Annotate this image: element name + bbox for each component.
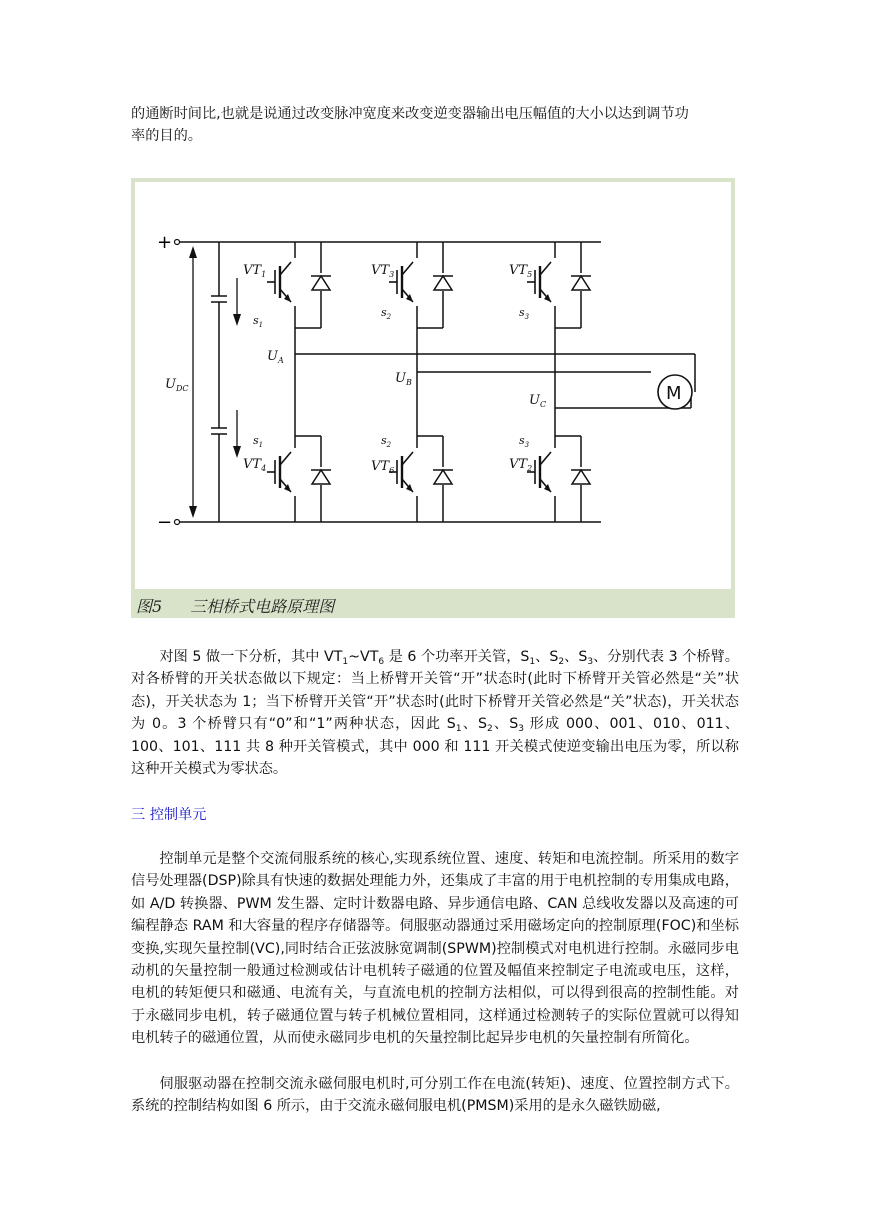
vt5-label: $VT_5$ <box>509 263 533 279</box>
circuit-diagram <box>131 178 735 618</box>
figure-title: 三相桥式电路原理图 <box>190 597 335 616</box>
intro-line-2: 率的目的。 <box>131 128 202 145</box>
intro-paragraph <box>131 103 739 148</box>
vt4-label: $VT_4$ <box>243 457 267 473</box>
figure-5 <box>131 178 735 618</box>
ua-label: $U_A$ <box>267 349 284 365</box>
intro-line-1: 的通断时间比,也就是说通过改变脉冲宽度来改变逆变器输出电压幅值的大小以达到调节功 <box>131 106 689 122</box>
s3-top-label: $s_3$ <box>519 306 530 321</box>
servo-driver-paragraph: 伺服驱动器在控制交流永磁伺服电机时,可分别工作在电流(转矩)、速度、位置控制方式下。系统的控制结构如图 6 所示，由于交流永磁伺服电机(PMSM)采用的是永久磁铁励磁, <box>131 1076 739 1115</box>
ub-label: $U_B$ <box>395 371 412 387</box>
control-unit-paragraph: 控制单元是整个交流伺服系统的核心,实现系统位置、速度、转矩和电流控制。所采用的数字信号处理器(DSP)除具有快速的数据处理能力外，还集成了丰富的用于电机控制的专用集成电路，如 A/D 转换器、PWM 发生器、定时计数器电路、异步通信电路、CAN 总线收发器以及高速的可编程静态 RAM 和大容量的程序存储器等。伺服驱动器通过采用磁场定向的控制原理(FOC)和坐标变换,实现矢量控制(VC),同时结合正弦波脉宽调制(SPWM)控制模式对电机进行控制。永磁同步电动机的矢量控制一般通过检测或估计电机转子磁通的位置及幅值来控制定子电流或电压，这样，电机的转矩便只和磁通、电流有关，与直流电机的控制方法相似，可以得到很高的控制性能。对于永磁同步电机，转子磁通位置与转子机械位置相同，这样通过检测转子的实际位置就可以得知电机转子的磁通位置，从而使永磁同步电机的矢量控制比起异步电机的矢量控制有所简化。 <box>131 851 739 1047</box>
diode-upper-c <box>571 273 591 291</box>
motor-label: M <box>666 383 682 404</box>
s1-top-label: $s_1$ <box>253 314 264 329</box>
section-heading: 三 控制单元 <box>131 807 207 823</box>
s2-bottom-label: $s_2$ <box>381 434 392 449</box>
figure-number: 图5 <box>136 597 163 616</box>
udc-label: $U_{DC}$ <box>165 377 189 393</box>
vt2-label: $VT_2$ <box>509 457 533 473</box>
figure-caption <box>136 594 362 617</box>
s1-bottom-label: $s_1$ <box>253 434 264 449</box>
diode-lower-b <box>433 467 453 485</box>
diode-lower-c <box>571 467 591 485</box>
minus-terminal-label: − <box>157 512 173 533</box>
diode-upper-b <box>433 273 453 291</box>
transistor-vt4 <box>267 452 291 492</box>
vt3-label: $VT_3$ <box>371 263 395 279</box>
transistor-vt3 <box>389 262 413 302</box>
transistor-vt5 <box>527 262 551 302</box>
s2-top-label: $s_2$ <box>381 306 392 321</box>
transistor-vt1 <box>267 262 291 302</box>
diode-lower-a <box>311 467 331 485</box>
diode-upper-a <box>311 273 331 291</box>
vt1-label: $VT_1$ <box>243 263 267 279</box>
uc-label: $U_C$ <box>529 393 547 409</box>
vt6-label: $VT_6$ <box>371 459 395 475</box>
s3-bottom-label: $s_3$ <box>519 434 530 449</box>
plus-terminal-label: + <box>157 232 173 253</box>
analysis-paragraph: 对图 5 做一下分析，其中 $VT_1\sim VT_6$ 是 6 个功率开关管，$S_1$、$S_2$、$S_3$、分别代表 3 个桥臂。对各桥臂的开关状态做以下规定：当上桥臂开关管“开”状态时(此时下桥臂开关管必然是“关”状态)，开关状态为 1；当下桥臂开关管“开”状态时(此时下桥臂开关管必然是“关”状态)，开关状态为 0。3 个桥臂只有“0”和“1”两种状态，因此 $S_1$、$S_2$、$S_3$ 形成 000、001、010、011、100、101、111 共 8 种开关管模式，其中 000 和 111 开关模式使逆变输出电压为零，所以称这种开关模式为零状态。 <box>131 649 739 778</box>
